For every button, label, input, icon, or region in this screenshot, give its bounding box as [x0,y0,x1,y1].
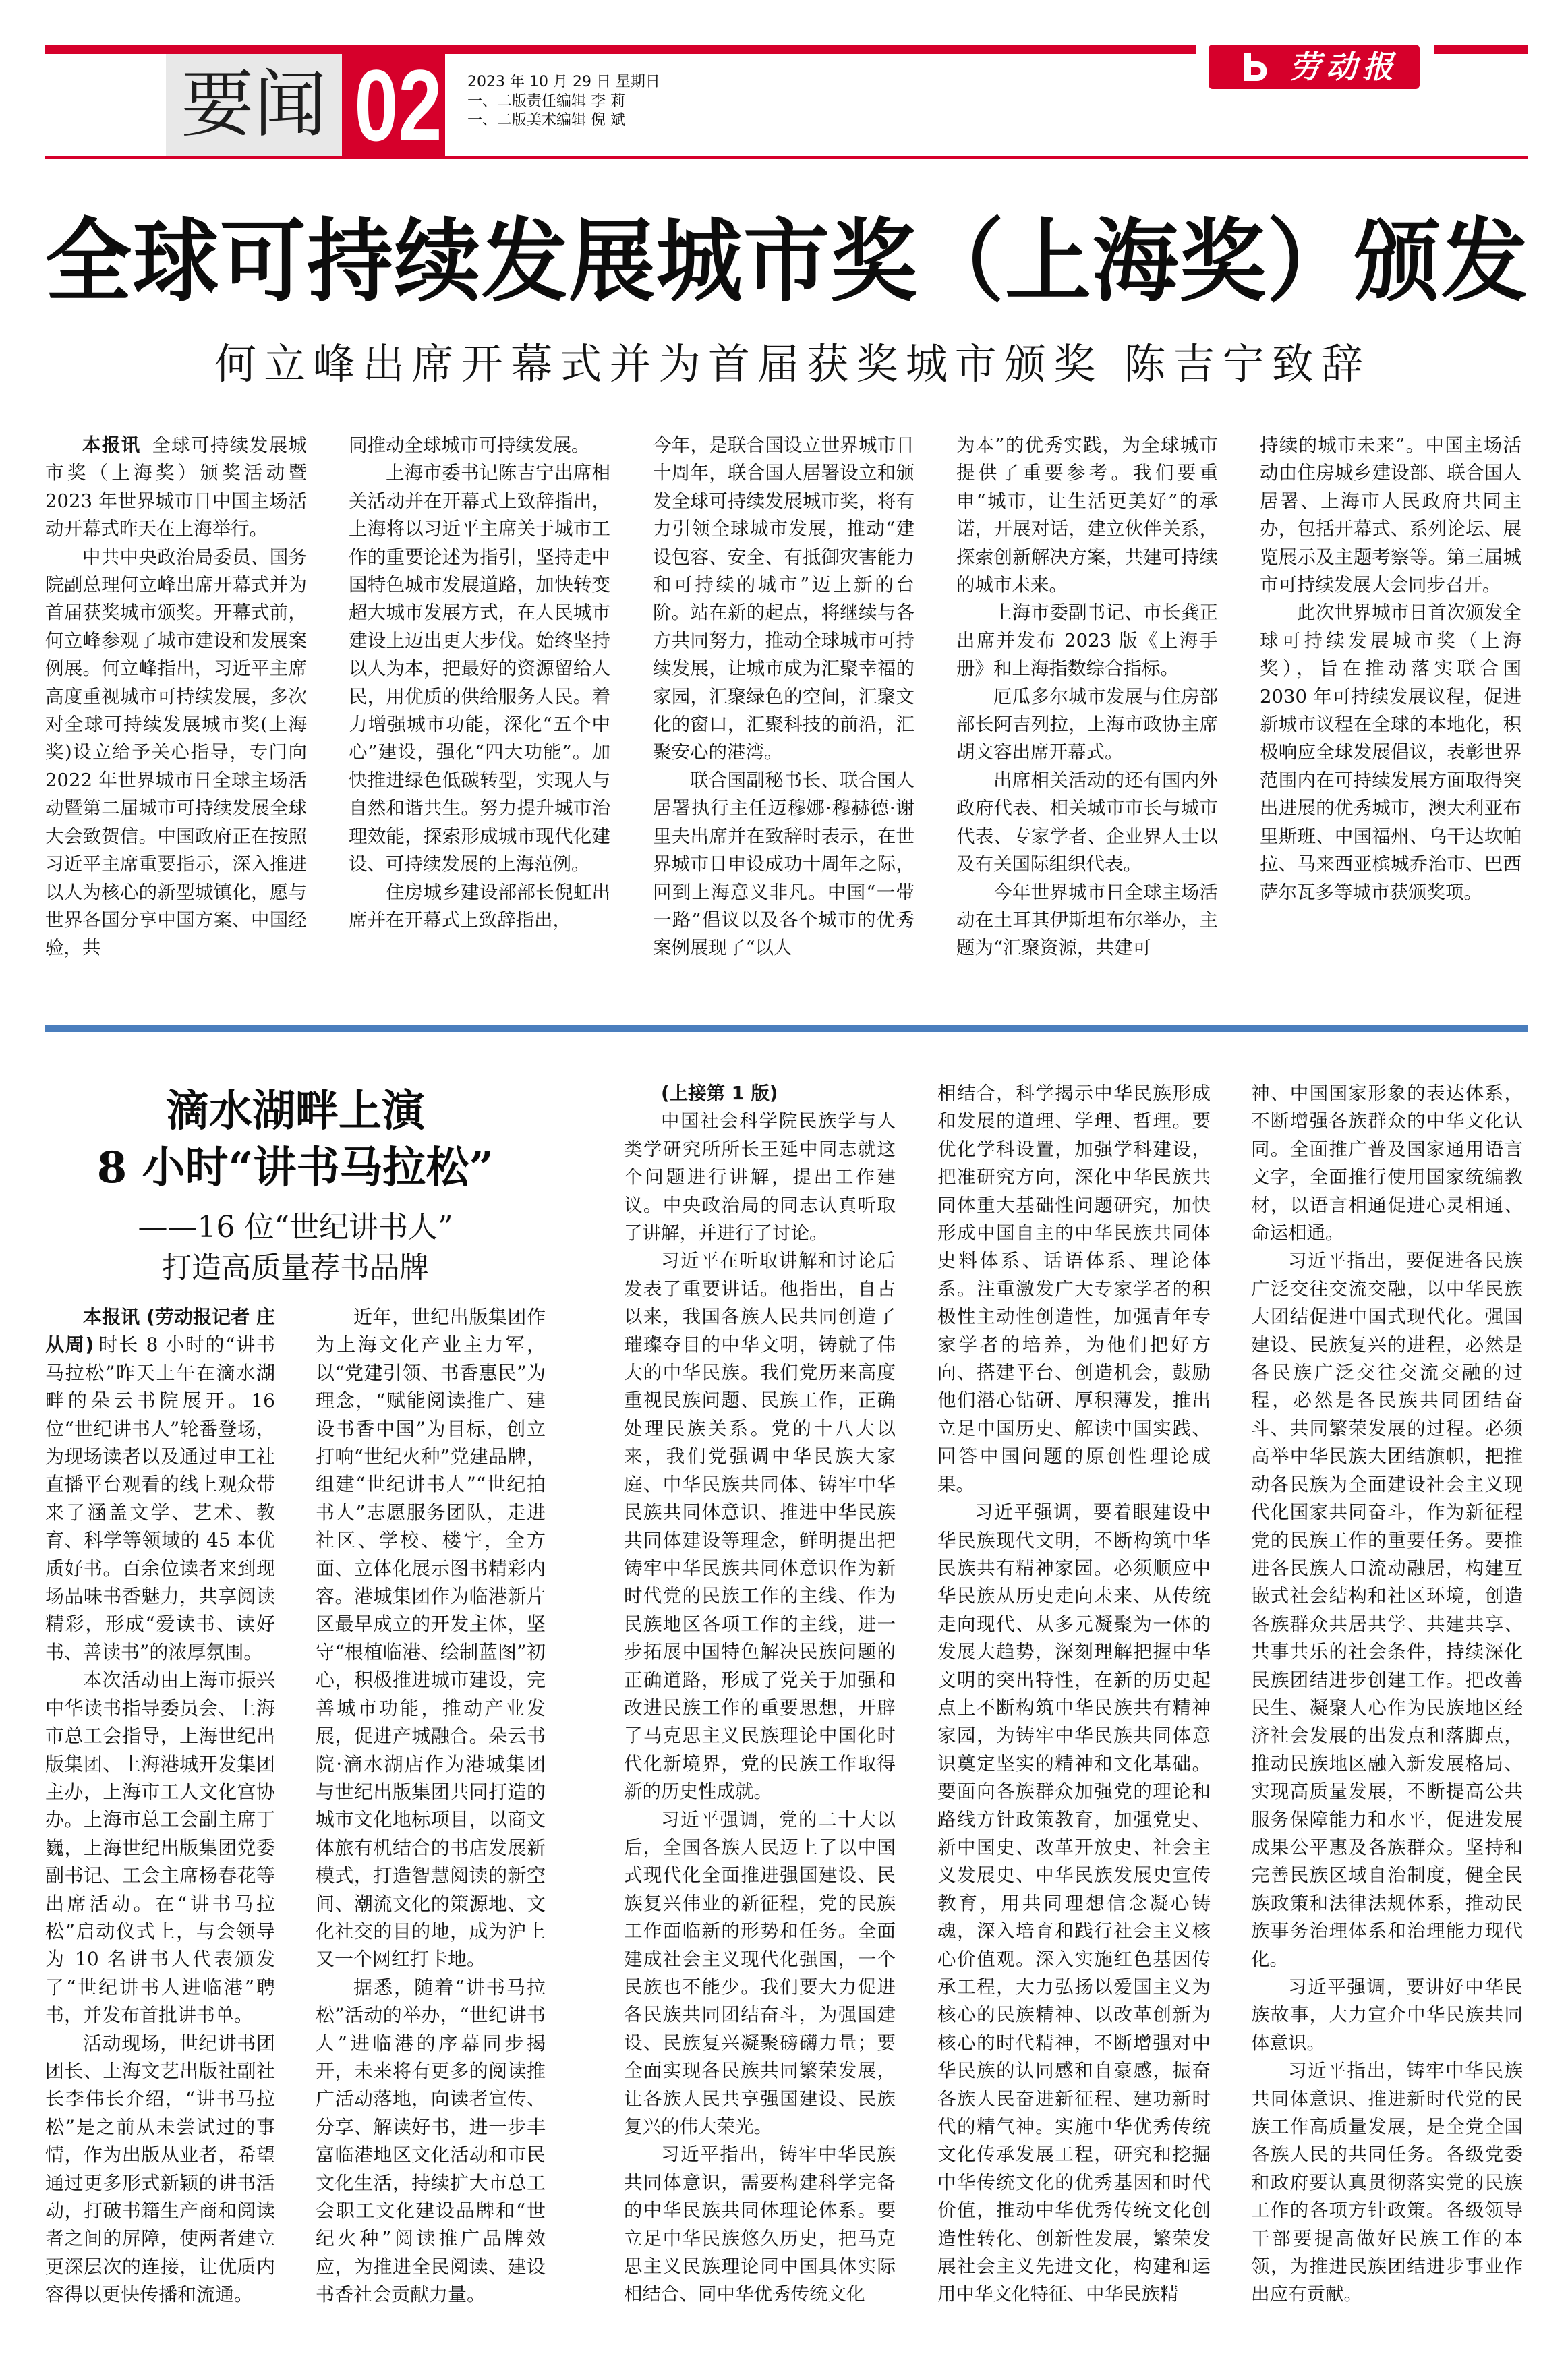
feature-subheadline-line: ——16 位“世纪讲书人” [138,1210,453,1244]
lead-subheadline: 何立峰出席开幕式并为首届获奖城市颁奖 陈吉宁致辞 [214,339,1363,389]
masthead-rule-left [45,45,1196,54]
masthead-rule-right [1434,45,1528,54]
section-divider [45,1025,1528,1032]
feature-subheadline-line: 打造高质量荐书品牌 [162,1251,429,1285]
article-paragraph [45,1303,275,1666]
article-paragraph: 本次活动由上海市振兴中华读书指导委员会、上海市总工会指导，上海世纪出版集团、上海港城开发集团主办，上海市工人文化宫协办。上海市总工会副主席丁巍，上海世纪出版集团党委副书记、工会主席杨春花等出席活动。在“讲书马拉松”启动仪式上，与会领导为 10 名讲书人代表颁发了“世纪讲书人进临港”聘书，并发布首批讲书单。 [45,1669,275,2027]
lead-story-column-2 [349,432,610,934]
art-editor-credit: 一、二版美术编辑 倪 斌 [467,112,625,129]
article-paragraph-continued: 相结合，科学揭示中华民族形成和发展的道理、学理、哲理。要优化学科设置，加强学科建设，把准研究方向，深化中华民族共同体重大基础性问题研究，加快形成中国自主的中华民族共同体史料体系、话语体系、理论体系。注重激发广大专家学者的积极性主动性创造性，加强青年专家学者的培养，为他们把好方向、搭建平台、创造机会，鼓励他们潜心钻研、厚积薄发，推出立足中国历史、解读中国实践、回答中国问题的原创性理论成果。 [937,1083,1211,1495]
article-paragraph: 活动现场，世纪讲书团团长、上海文艺出版社副社长李伟长介绍，“讲书马拉松”是之前从未尝试过的事情，作为出版从业者，希望通过更多形式新颖的讲书活动，打破书籍生产商和阅读者之间的屏障，使两者建立更深层次的连接，让优质内容得以更快传播和流通。 [45,2032,275,2306]
paragraph-text: 时长 8 小时的“讲书马拉松”昨天上午在滴水湖畔的朵云书院展开。16 位“世纪讲书人”轮番登场，为现场读者以及通过申工社直播平台观看的线上观众带来了涵盖文学、艺术、教育、科学等领域的 45 本优质好书。百余位读者来到现场品味书香魅力，共享阅读精彩，形成“爱读书、读好书、善读书”的浓厚氛围。 [45,1333,275,1663]
page-number: 02 [354,54,442,156]
article-paragraph: 今年世界城市日全球主场活动在土耳其伊斯坦布尔举办，主题为“汇聚资源，共建可 [956,881,1218,959]
feature-headline[interactable] [45,1083,546,1197]
article-paragraph: 中国社会科学院民族学与人类学研究所所长王延中同志就这个问题进行讲解，提出工作建议。中央政治局的同志认真听取了讲解，并进行了讨论。 [624,1110,896,1244]
article-paragraph: 习近平指出，铸牢中华民族共同体意识、推进新时代党的民族工作高质量发展，是全党全国各族人民的共同任务。各级党委和政府要认真贯彻落实党的民族工作的各项方针政策。各级领导干部要提高做好民族工作的本领，为推进民族团结进步事业作出应有贡献。 [1251,2060,1523,2305]
lead-story-column-3 [653,432,914,962]
continued-story-column-1 [624,1080,896,2309]
article-paragraph: 联合国副秘书长、联合国人居署执行主任迈穆娜·穆赫德·谢里夫出席并在致辞时表示，在世界城市日申设成功十周年之际，回到上海意义非凡。中国“一带一路”倡议以及各个城市的优秀案例展现了“以人 [653,769,914,959]
issue-info [467,73,660,131]
article-paragraph: 上海市委副书记、市长龚正出席并发布 2023 版《上海手册》和上海指数综合指标。 [956,602,1218,680]
article-paragraph: 上海市委书记陈吉宁出席相关活动并在开幕式上致辞指出，上海将以习近平主席关于城市工作的重要论述为指引，坚持走中国特色城市发展道路，加快转变超大城市发展方式，在人民城市建设上迈出更大步伐。始终坚持以人为本，把最好的资源留给人民，用优质的供给服务人民。着力增强城市功能，深化“五个中心”建设，强化“四大功能”。加快推进绿色低碳转型，实现人与自然和谐共生。努力提升城市治理效能，探索形成城市现代化建设、可持续发展的上海范例。 [349,462,610,875]
article-paragraph: 厄瓜多尔城市发展与住房部部长阿吉列拉，上海市政协主席胡文容出席开幕式。 [956,685,1218,764]
article-paragraph-continued: 今年，是联合国设立世界城市日十周年，联合国人居署设立和颁发全球可持续发展城市奖，将有力引领全球城市发展，推动“建设包容、安全、有抵御灾害能力和可持续的城市”迈上新的台阶。站在新的起点，将继续与各方共同努力，推动全球城市可持续发展，让城市成为汇聚幸福的家园，汇聚绿色的空间，汇聚文化的窗口，汇聚科技的前沿，汇聚安心的港湾。 [653,434,914,764]
article-paragraph: 据悉，随着“讲书马拉松”活动的举办，“世纪讲书人”进临港的序幕同步揭开，未来将有更多的阅读推广活动落地，向读者宣传、分享、解读好书，进一步丰富临港地区文化活动和市民文化生活，持续扩大市总工会职工文化建设品牌和“世纪火种”阅读推广品牌效应，为推进全民阅读、建设书香社会贡献力量。 [316,1976,546,2306]
article-paragraph: 习近平强调，党的二十大以后，全国各族人民迈上了以中国式现代化全面推进强国建设、民族复兴伟业的新征程，党的民族工作面临新的形势和任务。全面建成社会主义现代化强国，一个民族也不能少。我们要大力促进各民族共同团结奋斗，为强国建设、民族复兴凝聚磅礴力量；要全面实现各民族共同繁荣发展，让各族人民共享强国建设、民族复兴的伟大荣光。 [624,1808,896,2138]
article-paragraph: 此次世界城市日首次颁发全球可持续发展城市奖（上海奖），旨在推动落实联合国 2030 年可持续发展议程，促进新城市议程在全球的本地化，积极响应全球发展倡议，表彰世界范围内在可持续发展方面取得突出进展的优秀城市，澳大利亚布里斯班、中国福州、乌干达坎帕拉、马来西亚槟城乔治市、巴西萨尔瓦多等城市获颁奖项。 [1260,602,1521,903]
jump-line[interactable]: (上接第 1 版) [661,1083,778,1104]
article-paragraph: 近年，世纪出版集团作为上海文化产业主力军，以“党建引领、书香惠民”为理念，“赋能阅读推广、建设书香中国”为目标，创立打响“世纪火种”党建品牌，组建“世纪讲书人”“世纪拍书人”志愿服务团队，走进社区、学校、楼宇，全方面、立体化展示图书精彩内容。港城集团作为临港新片区最早成立的开发主体，坚守“根植临港、绘制蓝图”初心，积极推进城市建设，完善城市功能，推动产业发展，促进产城融合。朵云书院·滴水湖店作为港城集团与世纪出版集团共同打造的城市文化地标项目，以商文体旅有机结合的书店发展新模式，打造智慧阅读的新空间、潮流文化的策源地、文化社交的目的地，成为沪上又一个网红打卡地。 [316,1306,546,1971]
dateline: 本报讯 (劳动报记者 庄从周) [45,1306,275,1356]
masthead-rule-bottom [45,156,1528,159]
lead-story-column-4 [956,432,1218,962]
feature-subheadline [45,1207,546,1288]
article-paragraph-continued: 神、中国国家形象的表达体系，不断增强各族群众的中华文化认同。全面推广普及国家通用语言文字，全面推行使用国家统编教材，以语言相通促进心灵相通、命运相通。 [1251,1083,1523,1244]
article-paragraph-continued: 同推动全球城市可持续发展。 [349,434,590,456]
lead-headline[interactable]: 全球可持续发展城市奖（上海奖）颁发 [45,208,1528,315]
continued-story-column-3 [1251,1080,1523,2309]
article-paragraph: 出席相关活动的还有国内外政府代表、相关城市市长与城市代表、专家学者、企业界人士以及有关国际组织代表。 [956,769,1218,875]
article-paragraph: 习近平强调，要讲好中华民族故事，大力宣介中华民族共同体意识。 [1251,1976,1523,2054]
article-paragraph: 习近平在听取讲解和讨论后发表了重要讲话。他指出，自古以来，我国各族人民共同创造了璀璨夺目的中华文明，铸就了伟大的中华民族。我们党历来高度重视民族问题、民族工作，正确处理民族关系。党的十八大以来，我们党强调中华民族大家庭、中华民族共同体、铸牢中华民族共同体意识、推进中华民族共同体建设等理念，鲜明提出把铸牢中华民族共同体意识作为新时代党的民族工作的主线、作为民族地区各项工作的主线，进一步拓展中国特色解决民族问题的正确道路，形成了党关于加强和改进民族工作的重要思想，开辟了马克思主义民族理论中国化时代化新境界，党的民族工作取得新的历史性成就。 [624,1250,896,1803]
logo-wordmark: 劳动报 [1289,49,1399,85]
article-paragraph: 习近平指出，铸牢中华民族共同体意识，需要构建科学完备的中华民族共同体理论体系。要立足中华民族悠久历史，把马克思主义民族理论同中国具体实际相结合、同中华优秀传统文化 [624,2144,896,2305]
laodongbao-mark-icon [1244,53,1272,81]
article-paragraph: 中共中央政治局委员、国务院副总理何立峰出席开幕式并为首届获奖城市颁奖。开幕式前，何立峰参观了城市建设和发展案例展。何立峰指出，习近平主席高度重视城市可持续发展，多次对全球可持续发展城市奖(上海奖)设立给予关心指导，专门向 2022 年世界城市日全球主场活动暨第二届城市可持续发展全球大会致贺信。中国政府正在按照习近平主席重要指示，深入推进以人为核心的新型城镇化，愿与世界各国分享中国方案、中国经验，共 [45,546,307,959]
editor-credit: 一、二版责任编辑 李 莉 [467,92,625,110]
newspaper-logo[interactable] [1209,45,1420,89]
paragraph-text: 全球可持续发展城市奖（上海奖）颁奖活动暨 2023 年世界城市日中国主场活动开幕式昨天在上海举行。 [45,434,308,540]
feature-headline-line: 滴水湖畔上演 [166,1086,425,1137]
article-paragraph: 习近平指出，要促进各民族广泛交往交流交融，以中华民族大团结促进中国式现代化。强国建设、民族复兴的进程，必然是各民族广泛交往交流交融的过程，必然是各民族共同团结奋斗、共同繁荣发展的过程。必须高举中华民族大团结旗帜，把推动各民族为全面建设社会主义现代化国家共同奋斗，作为新征程党的民族工作的重要任务。要推进各民族人口流动融居，构建互嵌式社会结构和社区环境，创造各族群众共居共学、共建共享、共事共乐的社会条件，持续深化民族团结进步创建工作。把改善民生、凝聚人心作为民族地区经济社会发展的出发点和落脚点，推动民族地区融入新发展格局、实现高质量发展，不断提高公共服务保障能力和水平，促进发展成果公平惠及各族群众。坚持和完善民族区域自治制度，健全民族政策和法律法规体系，推动民族事务治理体系和治理能力现代化。 [1251,1250,1523,1970]
lead-story-column-5 [1260,432,1521,907]
article-paragraph: 住房城乡建设部部长倪虹出席并在开幕式上致辞指出， [349,881,610,931]
feature-story-column-2 [316,1303,546,2309]
lead-story-column-1 [45,432,307,962]
dateline: 本报讯 [82,434,141,456]
page-number-box [342,54,445,156]
section-title: 要闻 [166,54,342,156]
article-paragraph: 习近平强调，要着眼建设中华民族现代文明，不断构筑中华民族共有精神家园。必须顺应中华民族从历史走向未来、从传统走向现代、从多元凝聚为一体的发展大趋势，深刻理解把握中华文明的突出特性，在新的历史起点上不断构筑中华民族共有精神家园，为铸牢中华民族共同体意识奠定坚实的精神和文化基础。要面向各族群众加强党的理论和路线方针政策教育，加强党史、新中国史、改革开放史、社会主义发展史、中华民族发展史宣传教育，用共同理想信念凝心铸魂，深入培育和践行社会主义核心价值观。深入实施红色基因传承工程，大力弘扬以爱国主义为核心的民族精神、以改革创新为核心的时代精神，不断增强对中华民族的认同感和自豪感，振奋各族人民奋进新征程、建功新时代的精气神。实施中华优秀传统文化传承发展工程，研究和挖掘中华传统文化的优秀基因和时代价值，推动中华优秀传统文化创造性转化、创新性发展，繁荣发展社会主义先进文化，构建和运用中华文化特征、中华民族精 [937,1501,1211,2305]
article-paragraph-continued: 持续的城市未来”。中国主场活动由住房城乡建设部、联合国人居署、上海市人民政府共同主办，包括开幕式、系列论坛、展览展示及主题考察等。第三届城市可持续发展大会同步召开。 [1260,434,1521,596]
continued-story-column-2 [937,1080,1211,2309]
article-paragraph [45,432,307,544]
issue-date: 2023 年 10 月 29 日 星期日 [467,74,660,90]
feature-headline-line: 8 小时“讲书马拉松” [96,1143,494,1193]
article-paragraph-continued: 为本”的优秀实践，为全球城市提供了重要参考。我们要重申“城市，让生活更美好”的承诺，开展对话，建立伙伴关系，探索创新解决方案，共建可持续的城市未来。 [956,434,1218,596]
feature-story-column-1 [45,1303,275,2309]
